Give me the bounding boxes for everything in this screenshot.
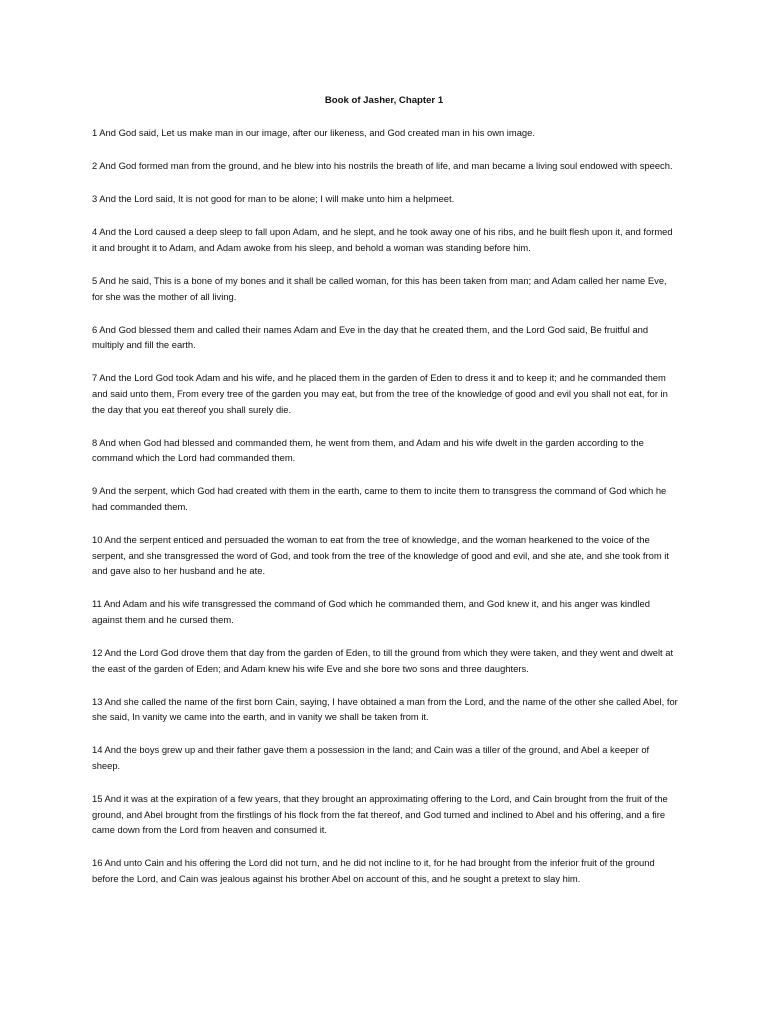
verse-1: 1 And God said, Let us make man in our image, after our likeness, and God created man in his own image.: [92, 127, 535, 138]
verse-list: [92, 125, 678, 904]
verse-10: 10 And the serpent enticed and persuaded the woman to eat from the tree of knowledge, and the woman hearkened to the voice of the serpent, and she transgressed the word of God, and took from the tree of the knowledge of good and evil, and she ate, and she took from it and gave also to her husband and he ate.: [92, 534, 669, 577]
verse-15: 15 And it was at the expiration of a few years, that they brought an approximating offering to the Lord, and Cain brought from the fruit of the ground, and Abel brought from the firstlings of his flock from the fat thereof, and God turned and inclined to Abel and his offering, and a fire came down from the Lord from heaven and consumed it.: [92, 793, 668, 836]
verse-2: 2 And God formed man from the ground, and he blew into his nostrils the breath of life, and man became a living soul endowed with speech.: [92, 160, 673, 172]
verse-4: 4 And the Lord caused a deep sleep to fall upon Adam, and he slept, and he took away one of his ribs, and he built flesh upon it, and formed it and brought it to Adam, and Adam awoke from his sleep, and behold a woman was standing before him.: [92, 226, 673, 253]
verse-11: 11 And Adam and his wife transgressed the command of God which he commanded them, and God knew it, and his anger was kindled against them and he cursed them.: [92, 598, 650, 625]
verse-12: 12 And the Lord God drove them that day from the garden of Eden, to till the ground from which they were taken, and they went and dwelt at the east of the garden of Eden; and Adam knew his wife Eve and she bore two sons and three daughters.: [92, 646, 674, 674]
page-title: Book of Jasher, Chapter 1: [324, 95, 444, 106]
verse-16: 16 And unto Cain and his offering the Lord did not turn, and he did not incline to it, for he had brought from the inferior fruit of the ground before the Lord, and Cain was jealous against his brother Abel on account of this, and he sought a pretext to slay him.: [92, 857, 655, 884]
verse-13: 13 And she called the name of the first born Cain, saying, I have obtained a man from the Lord, and the name of the other she called Abel, for she said, In vanity we came into the earth, and in vanity we shall be taken from it.: [92, 695, 678, 723]
verse-14: 14 And the boys grew up and their father gave them a possession in the land; and Cain was a tiller of the ground, and Abel a keeper of sheep.: [92, 744, 650, 771]
verse-6: 6 And God blessed them and called their names Adam and Eve in the day that he created them, and the Lord God said, Be fruitful and multiply and fill the earth.: [92, 323, 649, 351]
verse-9: 9 And the serpent, which God had created with them in the earth, came to them to incite them to transgress the command of God which he had commanded them.: [92, 485, 667, 512]
verse-7: 7 And the Lord God took Adam and his wife, and he placed them in the garden of Eden to dress it and to keep it; and he commanded them and said unto them, From every tree of the garden you may eat, but from the tree of the knowledge of good and evil you shall not eat, for in the day that you eat thereof you shall surely die.: [92, 372, 668, 415]
verse-5: 5 And he said, This is a bone of my bones and it shall be called woman, for this has been taken from man; and Adam called her name Eve, for she was the mother of all living.: [92, 274, 667, 302]
verse-8: 8 And when God had blessed and commanded them, he went from them, and Adam and his wife dwelt in the garden according to the command which the Lord had commanded them.: [92, 436, 644, 464]
verse-3: 3 And the Lord said, It is not good for man to be alone; I will make unto him a helpmeet.: [92, 193, 455, 205]
